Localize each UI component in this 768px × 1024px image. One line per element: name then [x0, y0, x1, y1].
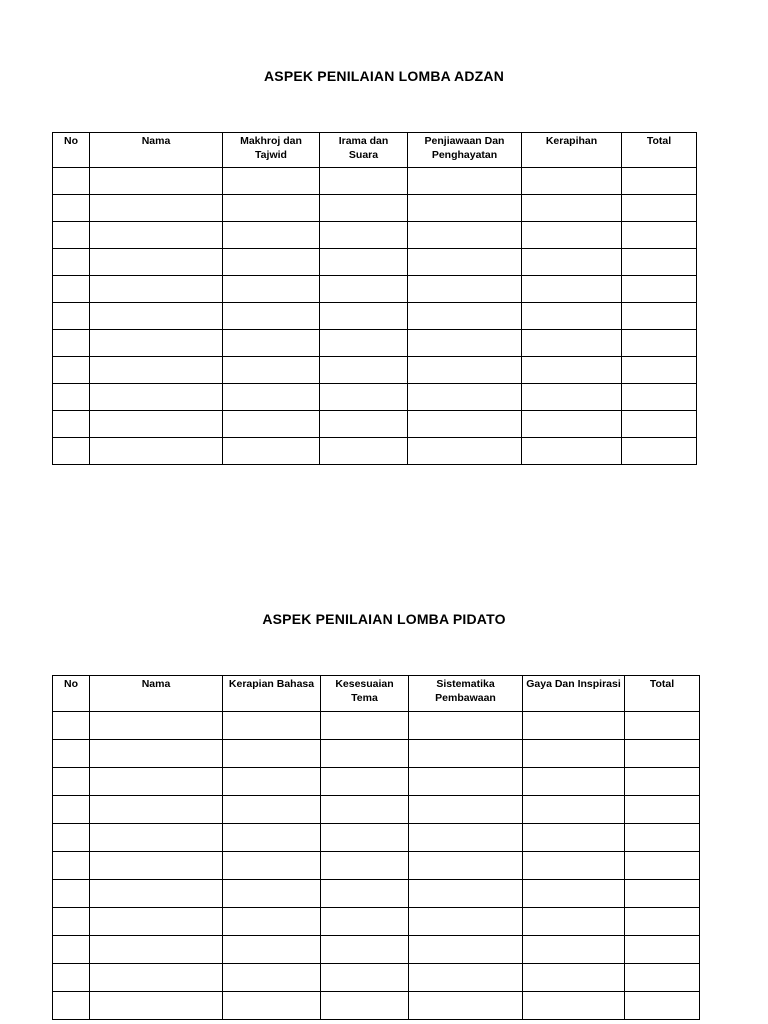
empty-cell[interactable]	[409, 964, 523, 992]
empty-cell[interactable]	[321, 880, 409, 908]
empty-cell[interactable]	[321, 796, 409, 824]
empty-cell[interactable]	[321, 824, 409, 852]
header-total	[625, 676, 700, 712]
empty-cell[interactable]	[53, 908, 90, 936]
empty-cell[interactable]	[320, 195, 408, 222]
table-row	[53, 992, 700, 1020]
empty-cell[interactable]	[523, 992, 625, 1020]
empty-cell[interactable]	[409, 908, 523, 936]
empty-cell[interactable]	[321, 852, 409, 880]
empty-cell[interactable]	[622, 330, 697, 357]
empty-cell[interactable]	[320, 303, 408, 330]
header-no-label: No	[64, 678, 78, 690]
header-irama	[320, 133, 408, 168]
empty-cell[interactable]	[320, 168, 408, 195]
table-row	[53, 964, 700, 992]
table-row	[53, 768, 700, 796]
table-row	[53, 303, 697, 330]
empty-cell[interactable]	[53, 438, 90, 465]
empty-cell[interactable]	[625, 712, 700, 740]
empty-cell[interactable]	[622, 222, 697, 249]
empty-cell[interactable]	[625, 824, 700, 852]
empty-cell[interactable]	[625, 992, 700, 1020]
table-row	[53, 330, 697, 357]
empty-cell[interactable]	[408, 384, 522, 411]
empty-cell[interactable]	[409, 796, 523, 824]
empty-cell[interactable]	[408, 303, 522, 330]
empty-cell[interactable]	[53, 303, 90, 330]
empty-cell[interactable]	[622, 168, 697, 195]
empty-cell[interactable]	[53, 222, 90, 249]
header-kesesuaian	[321, 676, 409, 712]
empty-cell[interactable]	[321, 712, 409, 740]
empty-cell[interactable]	[522, 384, 622, 411]
table-row	[53, 880, 700, 908]
empty-cell[interactable]	[320, 276, 408, 303]
empty-cell[interactable]	[409, 880, 523, 908]
empty-cell[interactable]	[90, 249, 223, 276]
header-kerapihan-label: Kerapihan	[545, 135, 598, 147]
empty-cell[interactable]	[53, 357, 90, 384]
empty-cell[interactable]	[223, 768, 321, 796]
empty-cell[interactable]	[90, 824, 223, 852]
empty-cell[interactable]	[625, 852, 700, 880]
empty-cell[interactable]	[522, 276, 622, 303]
empty-cell[interactable]	[622, 384, 697, 411]
empty-cell[interactable]	[223, 249, 320, 276]
header-nama	[90, 676, 223, 712]
table-row	[53, 824, 700, 852]
empty-cell[interactable]	[53, 712, 90, 740]
header-kerapian-label: Kerapian Bahasa	[228, 678, 315, 690]
empty-cell[interactable]	[408, 330, 522, 357]
empty-cell[interactable]	[90, 880, 223, 908]
header-no-label: No	[64, 135, 78, 147]
empty-cell[interactable]	[90, 796, 223, 824]
empty-cell[interactable]	[223, 168, 320, 195]
table-row	[53, 411, 697, 438]
empty-cell[interactable]	[223, 880, 321, 908]
empty-cell[interactable]	[53, 249, 90, 276]
empty-cell[interactable]	[90, 740, 223, 768]
empty-cell[interactable]	[223, 222, 320, 249]
adzan-table-body	[53, 168, 697, 465]
header-nama-label: Nama	[141, 135, 171, 147]
empty-cell[interactable]	[522, 249, 622, 276]
header-gaya-label: Gaya Dan Inspirasi	[526, 678, 621, 690]
empty-cell[interactable]	[90, 411, 223, 438]
empty-cell[interactable]	[223, 384, 320, 411]
empty-cell[interactable]	[53, 824, 90, 852]
table-row	[53, 740, 700, 768]
empty-cell[interactable]	[622, 357, 697, 384]
empty-cell[interactable]	[53, 411, 90, 438]
empty-cell[interactable]	[409, 992, 523, 1020]
empty-cell[interactable]	[90, 276, 223, 303]
header-sistematika-label: Sistematika Pembawaan	[435, 678, 496, 704]
empty-cell[interactable]	[90, 357, 223, 384]
header-nama	[90, 133, 223, 168]
empty-cell[interactable]	[53, 936, 90, 964]
empty-cell[interactable]	[90, 384, 223, 411]
empty-cell[interactable]	[90, 330, 223, 357]
empty-cell[interactable]	[522, 438, 622, 465]
header-gaya	[523, 676, 625, 712]
empty-cell[interactable]	[53, 276, 90, 303]
empty-cell[interactable]	[320, 384, 408, 411]
table-row	[53, 712, 700, 740]
header-kesesuaian-label: Kesesuaian Tema	[335, 678, 394, 704]
empty-cell[interactable]	[522, 330, 622, 357]
empty-cell[interactable]	[223, 964, 321, 992]
empty-cell[interactable]	[523, 964, 625, 992]
empty-cell[interactable]	[223, 276, 320, 303]
empty-cell[interactable]	[321, 740, 409, 768]
empty-cell[interactable]	[320, 222, 408, 249]
header-sistematika	[409, 676, 523, 712]
empty-cell[interactable]	[523, 768, 625, 796]
empty-cell[interactable]	[408, 249, 522, 276]
header-total-label: Total	[649, 678, 675, 690]
empty-cell[interactable]	[408, 411, 522, 438]
header-penjiawaan	[408, 133, 522, 168]
empty-cell[interactable]	[625, 908, 700, 936]
adzan-title: ASPEK PENILAIAN LOMBA ADZAN	[263, 68, 505, 84]
empty-cell[interactable]	[53, 168, 90, 195]
empty-cell[interactable]	[223, 740, 321, 768]
empty-cell[interactable]	[321, 992, 409, 1020]
empty-cell[interactable]	[409, 852, 523, 880]
empty-cell[interactable]	[223, 195, 320, 222]
empty-cell[interactable]	[321, 768, 409, 796]
empty-cell[interactable]	[90, 168, 223, 195]
empty-cell[interactable]	[223, 824, 321, 852]
empty-cell[interactable]	[53, 796, 90, 824]
header-kerapihan	[522, 133, 622, 168]
table-row	[53, 357, 697, 384]
pidato-table-body	[53, 712, 700, 1020]
table-row	[53, 796, 700, 824]
empty-cell[interactable]	[223, 852, 321, 880]
empty-cell[interactable]	[90, 992, 223, 1020]
empty-cell[interactable]	[223, 908, 321, 936]
table-row	[53, 384, 697, 411]
header-nama-label: Nama	[141, 678, 171, 690]
empty-cell[interactable]	[409, 936, 523, 964]
empty-cell[interactable]	[523, 824, 625, 852]
empty-cell[interactable]	[53, 768, 90, 796]
empty-cell[interactable]	[320, 438, 408, 465]
empty-cell[interactable]	[53, 852, 90, 880]
empty-cell[interactable]	[223, 357, 320, 384]
empty-cell[interactable]	[90, 908, 223, 936]
header-no	[53, 676, 90, 712]
table-row	[53, 276, 697, 303]
table-row	[53, 936, 700, 964]
table-row	[53, 908, 700, 936]
empty-cell[interactable]	[53, 880, 90, 908]
empty-cell[interactable]	[408, 195, 522, 222]
empty-cell[interactable]	[625, 964, 700, 992]
table-row	[53, 222, 697, 249]
empty-cell[interactable]	[223, 992, 321, 1020]
header-irama-label: Irama dan Suara	[338, 135, 389, 161]
table-row	[53, 195, 697, 222]
table-row	[53, 168, 697, 195]
empty-cell[interactable]	[53, 740, 90, 768]
empty-cell[interactable]	[409, 740, 523, 768]
header-no	[53, 133, 90, 168]
empty-cell[interactable]	[523, 740, 625, 768]
empty-cell[interactable]	[622, 276, 697, 303]
empty-cell[interactable]	[408, 276, 522, 303]
empty-cell[interactable]	[622, 438, 697, 465]
empty-cell[interactable]	[90, 222, 223, 249]
empty-cell[interactable]	[90, 852, 223, 880]
empty-cell[interactable]	[625, 740, 700, 768]
empty-cell[interactable]	[408, 438, 522, 465]
table-row	[53, 852, 700, 880]
empty-cell[interactable]	[625, 880, 700, 908]
empty-cell[interactable]	[223, 330, 320, 357]
empty-cell[interactable]	[320, 357, 408, 384]
header-makhroj	[223, 133, 320, 168]
empty-cell[interactable]	[622, 411, 697, 438]
empty-cell[interactable]	[90, 768, 223, 796]
table-row	[53, 249, 697, 276]
empty-cell[interactable]	[223, 712, 321, 740]
empty-cell[interactable]	[523, 712, 625, 740]
empty-cell[interactable]	[523, 880, 625, 908]
empty-cell[interactable]	[90, 936, 223, 964]
empty-cell[interactable]	[53, 992, 90, 1020]
empty-cell[interactable]	[53, 195, 90, 222]
empty-cell[interactable]	[522, 222, 622, 249]
empty-cell[interactable]	[53, 964, 90, 992]
empty-cell[interactable]	[625, 936, 700, 964]
empty-cell[interactable]	[223, 936, 321, 964]
empty-cell[interactable]	[409, 712, 523, 740]
adzan-score-table	[52, 132, 697, 465]
empty-cell[interactable]	[408, 357, 522, 384]
empty-cell[interactable]	[522, 411, 622, 438]
empty-cell[interactable]	[622, 249, 697, 276]
empty-cell[interactable]	[625, 796, 700, 824]
table-row	[53, 438, 697, 465]
header-total-label: Total	[646, 135, 672, 147]
empty-cell[interactable]	[522, 195, 622, 222]
empty-cell[interactable]	[320, 411, 408, 438]
empty-cell[interactable]	[522, 303, 622, 330]
empty-cell[interactable]	[622, 303, 697, 330]
empty-cell[interactable]	[90, 303, 223, 330]
empty-cell[interactable]	[223, 411, 320, 438]
empty-cell[interactable]	[90, 438, 223, 465]
empty-cell[interactable]	[223, 303, 320, 330]
pidato-title: ASPEK PENILAIAN LOMBA PIDATO	[262, 611, 506, 627]
header-penjiawaan-label: Penjiawaan Dan Penghayatan	[424, 135, 505, 161]
empty-cell[interactable]	[223, 796, 321, 824]
pidato-score-table	[52, 675, 700, 1020]
empty-cell[interactable]	[223, 438, 320, 465]
header-kerapian	[223, 676, 321, 712]
empty-cell[interactable]	[408, 222, 522, 249]
empty-cell[interactable]	[523, 936, 625, 964]
header-total	[622, 133, 697, 168]
empty-cell[interactable]	[625, 768, 700, 796]
empty-cell[interactable]	[522, 357, 622, 384]
empty-cell[interactable]	[523, 796, 625, 824]
empty-cell[interactable]	[321, 936, 409, 964]
empty-cell[interactable]	[409, 824, 523, 852]
empty-cell[interactable]	[90, 712, 223, 740]
empty-cell[interactable]	[90, 964, 223, 992]
empty-cell[interactable]	[320, 249, 408, 276]
empty-cell[interactable]	[408, 168, 522, 195]
empty-cell[interactable]	[321, 908, 409, 936]
empty-cell[interactable]	[523, 908, 625, 936]
empty-cell[interactable]	[321, 964, 409, 992]
empty-cell[interactable]	[522, 168, 622, 195]
empty-cell[interactable]	[53, 384, 90, 411]
empty-cell[interactable]	[90, 195, 223, 222]
empty-cell[interactable]	[523, 852, 625, 880]
empty-cell[interactable]	[622, 195, 697, 222]
empty-cell[interactable]	[409, 768, 523, 796]
header-makhroj-label: Makhroj dan Tajwid	[240, 135, 302, 161]
empty-cell[interactable]	[53, 330, 90, 357]
empty-cell[interactable]	[320, 330, 408, 357]
